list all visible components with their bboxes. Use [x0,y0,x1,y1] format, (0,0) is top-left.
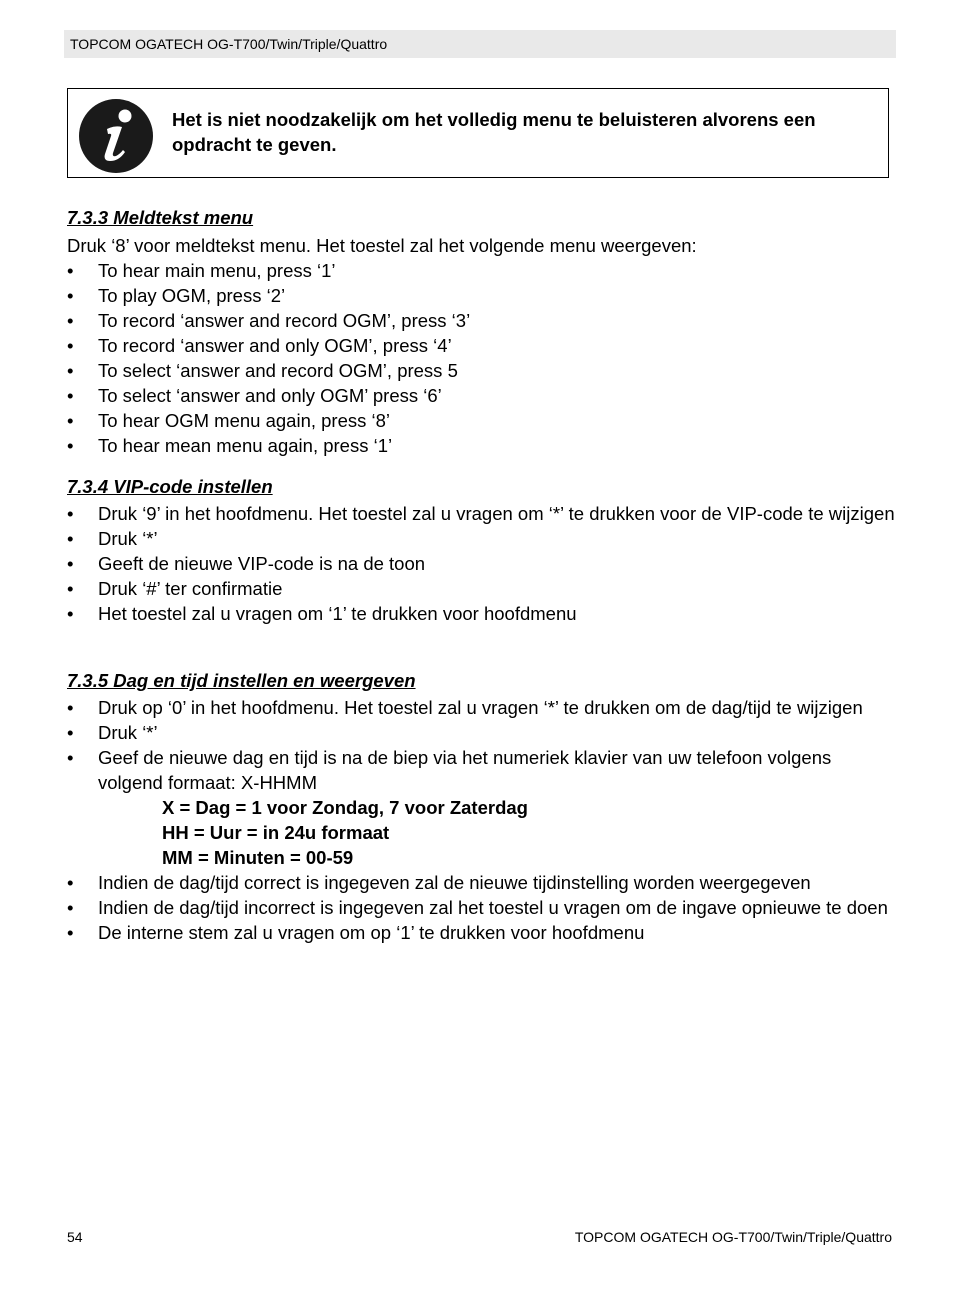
list-item [67,695,897,720]
bullet-glyph: • [67,922,74,943]
format-line-minutes: MM = Minuten = 00-59 [162,847,354,868]
page-number: 54 [67,1229,83,1245]
list-item [67,920,897,945]
list-item [67,358,897,383]
list-item [67,501,897,526]
list-item-text: Geeft de nieuwe VIP-code is na de toon [98,553,426,574]
section-heading-meldtekst-menu: 7.3.3 Meldtekst menu [67,207,254,228]
list-item-text: To hear mean menu again, press ‘1’ [98,435,393,456]
bullet-glyph: • [67,722,74,743]
section-heading-vip-code: 7.3.4 VIP-code instellen [67,476,273,497]
page-header [64,30,896,58]
list-item-text: To record ‘answer and record OGM’, press ‘3’ [98,310,471,331]
vip-code-list [67,501,897,626]
info-icon [77,97,155,175]
list-item-text: To play OGM, press ‘2’ [98,285,286,306]
list-item [67,601,897,626]
dag-tijd-list [67,695,897,945]
list-item [67,333,897,358]
bullet-glyph: • [67,872,74,893]
bullet-glyph: • [67,697,74,718]
bullet-glyph: • [67,285,74,306]
bullet-glyph: • [67,385,74,406]
header-title: TOPCOM OGATECH OG-T700/Twin/Triple/Quattro [70,36,388,52]
bullet-glyph: • [67,747,74,768]
bullet-glyph: • [67,335,74,356]
bullet-glyph: • [67,410,74,431]
list-item-text: To hear main menu, press ‘1’ [98,260,336,281]
bullet-glyph: • [67,310,74,331]
section-intro: Druk ‘8’ voor meldtekst menu. Het toestel zal het volgende menu weergeven: [67,235,697,256]
bullet-glyph: • [67,435,74,456]
format-line-day: X = Dag = 1 voor Zondag, 7 voor Zaterdag [162,797,528,818]
footer-title: TOPCOM OGATECH OG-T700/Twin/Triple/Quattro [574,1229,892,1245]
list-item [67,551,897,576]
bullet-glyph: • [67,578,74,599]
list-item-text: Druk ‘*’ [98,722,158,743]
list-item-text: To select ‘answer and only OGM’ press ‘6’ [98,385,442,406]
list-item-text: To hear OGM menu again, press ‘8’ [98,410,391,431]
list-item-text: Indien de dag/tijd incorrect is ingegeven zal het toestel u vragen om de ingave opnieuwe te doen [98,897,888,918]
info-note-box [67,88,889,178]
meldtekst-menu-list [67,258,897,458]
section-heading-dag-en-tijd: 7.3.5 Dag en tijd instellen en weergeven [67,670,416,691]
list-item [67,433,897,458]
list-item [67,526,897,551]
list-item-text: Geef de nieuwe dag en tijd is na de biep via het numeriek klavier van uw telefoon volgens volgend formaat: X-HHMM [98,747,832,793]
bullet-glyph: • [67,603,74,624]
list-item-text: De interne stem zal u vragen om op ‘1’ te drukken voor hoofdmenu [98,922,645,943]
format-line-hour: HH = Uur = in 24u formaat [162,822,390,843]
list-item-text: To select ‘answer and record OGM’, press 5 [98,360,458,381]
bullet-glyph: • [67,897,74,918]
note-text: Het is niet noodzakelijk om het volledig menu te beluisteren alvorens een opdracht te geven. [172,109,816,155]
bullet-glyph: • [67,553,74,574]
list-item-text: Indien de dag/tijd correct is ingegeven zal de nieuwe tijdinstelling worden weergegeven [98,872,811,893]
list-item [67,895,897,920]
bullet-glyph: • [67,360,74,381]
list-item [67,745,897,870]
list-item [67,576,897,601]
list-item [67,720,897,745]
list-item-text: Druk ‘#’ ter confirmatie [98,578,283,599]
list-item-text: To record ‘answer and only OGM’, press ‘4’ [98,335,452,356]
list-item-text: Druk ‘*’ [98,528,158,549]
list-item [67,308,897,333]
list-item-text: Druk op ‘0’ in het hoofdmenu. Het toestel zal u vragen ‘*’ te drukken om de dag/tijd te wijzigen [98,697,863,718]
bullet-glyph: • [67,260,74,281]
list-item [67,258,897,283]
list-item [67,283,897,308]
list-item-text: Druk ‘9’ in het hoofdmenu. Het toestel zal u vragen om ‘*’ te drukken voor de VIP-code te wijzigen [98,503,895,524]
list-item [67,870,897,895]
bullet-glyph: • [67,528,74,549]
list-item [67,383,897,408]
list-item [67,408,897,433]
list-item-text: Het toestel zal u vragen om ‘1’ te drukken voor hoofdmenu [98,603,577,624]
bullet-glyph: • [67,503,74,524]
